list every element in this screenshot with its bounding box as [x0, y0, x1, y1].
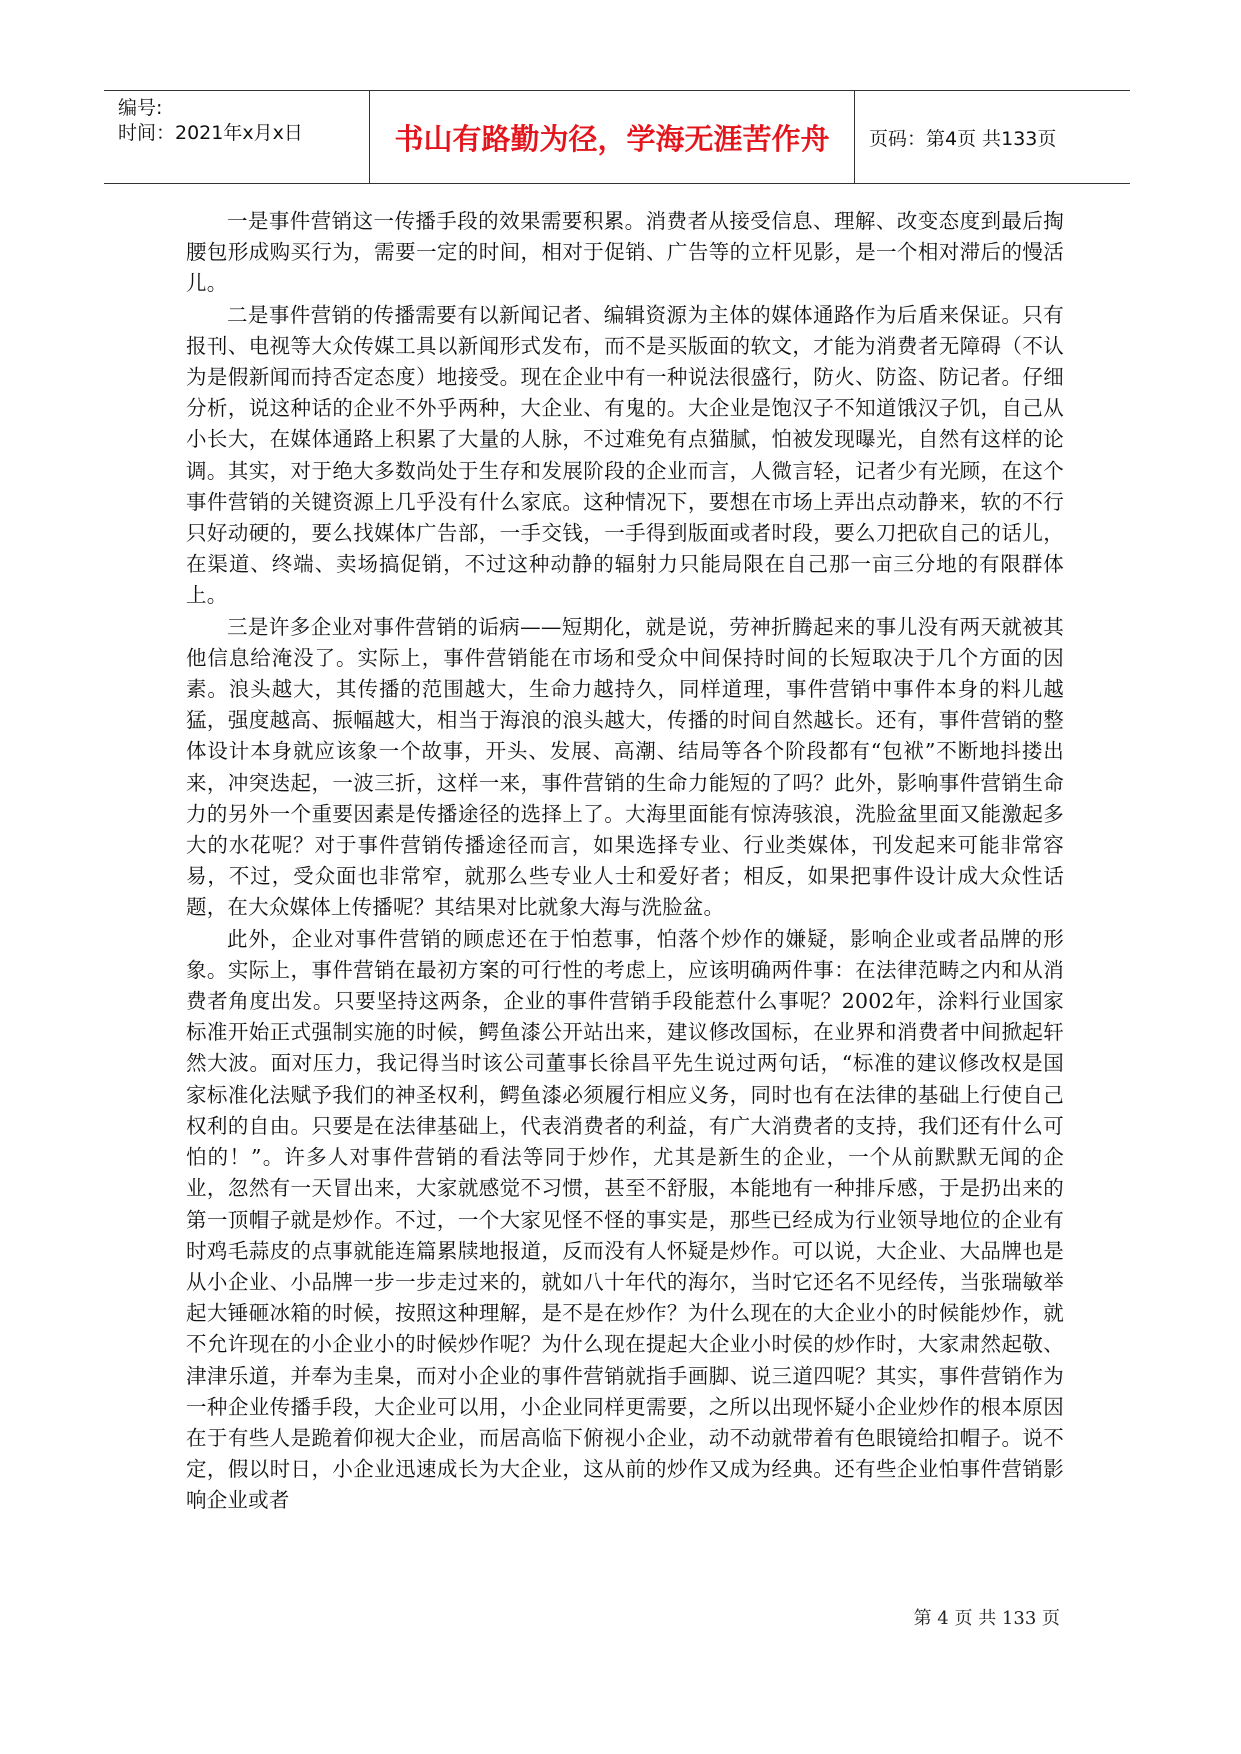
header-page-info: 页码：第4页 共133页 — [869, 127, 1057, 150]
paragraph-2: 二是事件营销的传播需要有以新闻记者、编辑资源为主体的媒体通路作为后盾来保证。只有报刊、电视等大众传媒工具以新闻形式发布，而不是买版面的软文，才能为消费者无障碍（不认为是假新闻而持否定态度）地接受。现在企业中有一种说法很盛行，防火、防盗、防记者。仔细分析，说这种话的企业不外乎两种，大企业、有鬼的。大企业是饱汉子不知道饿汉子饥，自己从小长大，在媒体通路上积累了大量的人脉，不过难免有点猫腻，怕被发现曝光，自然有这样的论调。其实，对于绝大多数尚处于生存和发展阶段的企业而言，人微言轻，记者少有光顾，在这个事件营销的关键资源上几乎没有什么家底。这种情况下，要想在市场上弄出点动静来，软的不行只好动硬的，要么找媒体广告部，一手交钱，一手得到版面或者时段，要么刀把砍自己的话儿，在渠道、终端、卖场搞促销，不过这种动静的辐射力只能局限在自己那一亩三分地的有限群体上。 — [186, 302, 1064, 608]
paragraph-1: 一是事件营销这一传播手段的效果需要积累。消费者从接受信息、理解、改变态度到最后掏腰包形成购买行为，需要一定的时间，相对于促销、广告等的立杆见影，是一个相对滞后的慢活儿。 — [186, 209, 1064, 296]
paragraph-4: 此外，企业对事件营销的顾虑还在于怕惹事，怕落个炒作的嫌疑，影响企业或者品牌的形象。实际上，事件营销在最初方案的可行性的考虑上，应该明确两件事：在法律范畴之内和从消费者角度出发。只要坚持这两条，企业的事件营销手段能惹什么事呢？2002年，涂料行业国家标准开始正式强制实施的时候，鳄鱼漆公开站出来，建议修改国标，在业界和消费者中间掀起轩然大波。面对压力，我记得当时该公司董事长徐昌平先生说过两句话，“标准的建议修改权是国家标准化法赋予我们的神圣权利，鳄鱼漆必须履行相应义务，同时也有在法律的基础上行使自己权利的自由。只要是在法律基础上，代表消费者的利益，有广大消费者的支持，我们还有什么可怕的！”。许多人对事件营销的看法等同于炒作，尤其是新生的企业，一个从前默默无闻的企业，忽然有一天冒出来，大家就感觉不习惯，甚至不舒服，本能地有一种排斥感，于是扔出来的第一顶帽子就是炒作。不过，一个大家见怪不怪的事实是，那些已经成为行业领导地位的企业有时鸡毛蒜皮的点事就能连篇累牍地报道，反而没有人怀疑是炒作。可以说，大企业、大品牌也是从小企业、小品牌一步一步走过来的，就如八十年代的海尔，当时它还名不见经传，当张瑞敏举起大锤砸冰箱的时候，按照这种理解，是不是在炒作？为什么现在的大企业小的时候能炒作，就不允许现在的小企业小的时候炒作呢？为什么现在提起大企业小时侯的炒作时，大家肃然起敬、津津乐道，并奉为圭臬，而对小企业的事件营销就指手画脚、说三道四呢？其实，事件营销作为一种企业传播手段，大企业可以用，小企业同样更需要，之所以出现怀疑小企业炒作的根本原因在于有些人是跪着仰视大企业，而居高临下俯视小企业，动不动就带着有色眼镜给扣帽子。说不定，假以时日，小企业迅速成长为大企业，这从前的炒作又成为经典。还有些企业怕事件营销影响企业或者 — [186, 926, 1064, 1513]
header-meta — [104, 91, 370, 183]
paragraph-3: 三是许多企业对事件营销的诟病——短期化，就是说，劳神折腾起来的事儿没有两天就被其他信息给淹没了。实际上，事件营销能在市场和受众中间保持时间的长短取决于几个方面的因素。浪头越大，其传播的范围越大，生命力越持久，同样道理，事件营销中事件本身的料儿越猛，强度越高、振幅越大，相当于海浪的浪头越大，传播的时间自然越长。还有，事件营销的整体设计本身就应该象一个故事，开头、发展、高潮、结局等各个阶段都有“包袱”不断地抖搂出来，冲突迭起，一波三折，这样一来，事件营销的生命力能短的了吗？此外，影响事件营销生命力的另外一个重要因素是传播途径的选择上了。大海里面能有惊涛骇浪，洗脸盆里面又能激起多大的水花呢？对于事件营销传播途径而言，如果选择专业、行业类媒体，刊发起来可能非常容易，不过，受众面也非常窄，就那么些专业人士和爱好者；相反，如果把事件设计成大众性话题，在大众媒体上传播呢？其结果对比就象大海与洗脸盆。 — [186, 614, 1064, 920]
page-footer: 第 4 页 共 133 页 — [913, 1608, 1060, 1629]
document-body — [186, 206, 1064, 1517]
document-number-label: 编号: — [118, 97, 163, 119]
page-header — [104, 90, 1130, 184]
document-time-label: 时间：2021年x月x日 — [118, 122, 303, 144]
header-motto: 书山有路勤为径，学海无涯苦作舟 — [370, 91, 855, 183]
